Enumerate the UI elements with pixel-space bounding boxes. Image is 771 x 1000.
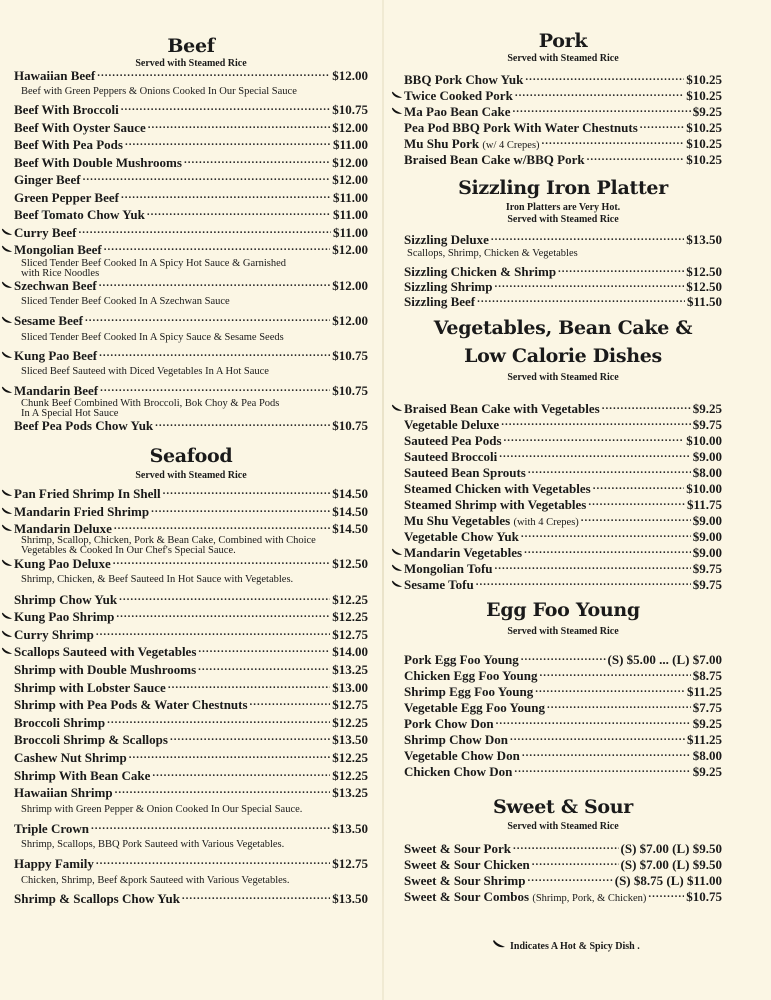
item-name: Triple Crown — [14, 821, 89, 836]
menu-item-broccoli-shrimp-scallops — [14, 731, 368, 749]
item-price: $11.00 — [332, 137, 368, 152]
item-name: Happy Family — [14, 856, 94, 871]
item-description: Beef with Green Peppers & Onions Cooked In Our Special Sauce — [21, 86, 297, 97]
leader-dots — [99, 347, 330, 360]
menu-item-shrimp-scallops-chow-yuk — [14, 890, 368, 908]
item-price: $9.00 — [692, 545, 722, 560]
leader-dots — [476, 576, 691, 589]
section-heading: Sizzling Iron Platter — [458, 177, 668, 199]
item-name: Hawaiian Shrimp — [14, 785, 113, 800]
section-heading: Egg Foo Young — [486, 599, 640, 621]
leader-dots — [198, 661, 330, 674]
leader-dots — [168, 679, 330, 692]
leader-dots — [648, 888, 684, 901]
menu-item-sesame-tofu — [404, 576, 722, 594]
item-name: Sauteed Broccoli — [404, 449, 498, 464]
item-note: (w/ 4 Crepes) — [482, 140, 540, 151]
item-note: (with 4 Crepes) — [513, 517, 579, 528]
item-name: Beef With Oyster Sauce — [14, 120, 146, 135]
leader-dots — [152, 767, 330, 780]
item-name: Broccoli Shrimp — [14, 715, 106, 730]
item-price: $9.75 — [692, 417, 722, 432]
section-heading: Pork — [538, 30, 588, 52]
leader-dots — [521, 651, 606, 664]
pepper-icon — [391, 564, 403, 573]
item-name: Sizzling Deluxe — [404, 232, 489, 247]
item-price: $13.50 — [332, 732, 368, 747]
item-name: Vegetable Deluxe — [404, 417, 500, 432]
menu-item-triple-crown — [14, 820, 368, 838]
leader-dots — [524, 544, 691, 557]
item-name: Shrimp Chow Don — [404, 732, 509, 747]
item-price: $12.25 — [332, 715, 368, 730]
item-price: $11.25 — [686, 732, 722, 747]
item-name: Pan Fried Shrimp In Shell — [14, 486, 161, 503]
item-price: $11.00 — [332, 190, 368, 205]
leader-dots — [100, 382, 330, 395]
item-price: $12.50 — [686, 279, 722, 294]
item-price: $9.00 — [692, 529, 722, 544]
item-description: Shrimp with Green Pepper & Onion Cooked In Our Special Sauce. — [21, 804, 303, 815]
item-name: Vegetable Chow Yuk — [404, 529, 519, 544]
item-name: Sweet & Sour Pork — [404, 841, 512, 856]
item-name: Steamed Chicken with Vegetables — [404, 481, 591, 496]
leader-dots — [542, 135, 685, 148]
item-price: $7.75 — [692, 700, 722, 715]
leader-dots — [114, 520, 330, 533]
section-heading: Beef — [167, 35, 215, 57]
leader-dots — [99, 277, 331, 290]
item-description: Shrimp, Chicken, & Beef Sauteed In Hot Sauce with Vegetables. — [21, 574, 294, 585]
item-description: with Rice Noodles — [21, 268, 100, 279]
item-name: Broccoli Shrimp & Scallops — [14, 732, 168, 747]
item-name: Mu Shu Vegetables (with 4 Crepes) — [404, 513, 579, 528]
leader-dots — [198, 643, 330, 656]
item-name: Pork Chow Don — [404, 716, 494, 731]
leader-dots — [495, 278, 685, 291]
leader-dots — [113, 555, 330, 568]
item-price: $10.75 — [686, 889, 722, 904]
leader-dots — [510, 731, 685, 744]
item-name: Braised Bean Cake w/BBQ Pork — [404, 152, 585, 167]
item-name: Shrimp with Double Mushrooms — [14, 662, 197, 677]
menu-item-beef-tomato-chow-yuk — [14, 206, 368, 224]
pepper-icon — [1, 351, 13, 360]
menu-item-cashew-nut-shrimp — [14, 749, 368, 767]
section-subtitle: Served with Steamed Rice — [507, 372, 619, 383]
item-name: Hawaiian Beef — [14, 68, 96, 83]
item-price: $10.25 — [686, 72, 722, 87]
item-price: (S) $7.00 (L) $9.50 — [620, 857, 722, 872]
item-name: Pea Pod BBQ Pork With Water Chestnuts — [404, 120, 638, 135]
item-description: Shrimp, Scallops, BBQ Pork Sauteed with Various Vegetables. — [21, 839, 285, 850]
item-name: Shrimp with Lobster Sauce — [14, 680, 166, 695]
leader-dots — [85, 312, 330, 325]
leader-dots — [513, 103, 691, 116]
menu-item-sizzling-deluxe — [404, 231, 722, 249]
menu-item-kung-pao-shrimp — [14, 608, 368, 626]
menu-item-shrimp-with-double-mushrooms — [14, 661, 368, 679]
leader-dots — [514, 763, 690, 776]
menu-item-beef-with-broccoli — [14, 101, 368, 119]
item-name: Beef Pea Pods Chow Yuk — [14, 418, 154, 433]
item-price: $12.25 — [332, 592, 368, 607]
item-name: Sauteed Pea Pods — [404, 433, 502, 448]
leader-dots — [96, 855, 330, 868]
pepper-icon — [492, 940, 506, 952]
pepper-icon — [391, 580, 403, 589]
item-price: $11.00 — [332, 225, 368, 240]
item-name: Shrimp With Bean Cake — [14, 768, 151, 783]
item-name: Vegetable Egg Foo Young — [404, 700, 545, 715]
item-description: Sliced Tender Beef Cooked In A Spicy Hot Sauce & Garnished — [21, 258, 287, 269]
leader-dots — [525, 71, 684, 84]
item-name: Green Pepper Beef — [14, 190, 119, 205]
item-price: $14.50 — [332, 486, 368, 501]
menu-item-szechwan-beef — [14, 277, 368, 295]
leader-dots — [250, 696, 331, 709]
leader-dots — [129, 749, 331, 762]
item-name: Sauteed Bean Sprouts — [404, 465, 526, 480]
menu-item-shrimp-with-pea-pods-water-chestnuts — [14, 696, 368, 714]
section-subtitle: Iron Platters are Very Hot. — [505, 202, 621, 213]
leader-dots — [532, 856, 619, 869]
pepper-icon — [391, 91, 403, 100]
leader-dots — [558, 263, 684, 276]
menu-item-braised-bean-cake-w-bbq-pork — [404, 151, 722, 169]
leader-dots — [528, 464, 691, 477]
leader-dots — [587, 151, 685, 164]
page-fold — [382, 0, 384, 1000]
menu-item-chicken-chow-don — [404, 763, 722, 781]
menu-item-shrimp-chow-yuk — [14, 591, 368, 609]
item-name: Chicken Chow Don — [404, 764, 513, 779]
pepper-icon — [1, 612, 13, 621]
item-price: $12.50 — [686, 264, 722, 279]
item-price: $9.00 — [692, 449, 722, 464]
leader-dots — [540, 667, 691, 680]
item-name: Beef With Pea Pods — [14, 137, 123, 152]
item-name: Sweet & Sour Chicken — [404, 857, 530, 872]
pepper-icon — [391, 107, 403, 116]
leader-dots — [148, 119, 330, 132]
item-name: Curry Shrimp — [14, 627, 94, 644]
pepper-icon — [1, 228, 13, 237]
item-price: $14.00 — [332, 644, 368, 659]
leader-dots — [602, 400, 691, 413]
item-price: $13.50 — [332, 821, 368, 836]
item-price: $13.00 — [332, 680, 368, 695]
pepper-icon — [1, 281, 13, 290]
leader-dots — [515, 87, 684, 100]
item-note: (Shrimp, Pork, & Chicken) — [532, 893, 647, 904]
menu-item-green-pepper-beef — [14, 189, 368, 207]
item-price: $10.75 — [332, 348, 368, 363]
pepper-icon — [1, 507, 13, 516]
item-name: Sizzling Chicken & Shrimp — [404, 264, 557, 279]
leader-dots — [116, 608, 330, 621]
pepper-icon — [1, 245, 13, 254]
section-heading: Vegetables, Bean Cake & — [433, 317, 693, 339]
item-name: Cashew Nut Shrimp — [14, 750, 127, 765]
item-description: Sliced Beef Sauteed with Diced Vegetables In A Hot Sauce — [21, 366, 269, 377]
menu-item-pan-fried-shrimp-in-shell — [14, 485, 368, 503]
menu-item-sweet-sour-combos — [404, 888, 722, 908]
menu-item-shrimp-with-bean-cake — [14, 767, 368, 785]
item-name: Ginger Beef — [14, 172, 81, 187]
item-price: $10.25 — [686, 120, 722, 135]
leader-dots — [170, 731, 330, 744]
leader-dots — [593, 480, 685, 493]
item-price: $14.50 — [332, 504, 368, 519]
menu-item-curry-shrimp — [14, 626, 368, 644]
item-price: $10.75 — [332, 102, 368, 117]
leader-dots — [477, 293, 685, 306]
leader-dots — [499, 448, 690, 461]
item-price: $10.25 — [686, 152, 722, 167]
leader-dots — [535, 683, 685, 696]
leader-dots — [147, 206, 331, 219]
item-description: Sliced Tender Beef Cooked In A Szechwan Sauce — [21, 296, 230, 307]
leader-dots — [495, 560, 691, 573]
item-description: Shrimp, Scallop, Chicken, Pork & Bean Cake, Combined with Choice — [21, 535, 316, 546]
pepper-icon — [1, 630, 13, 639]
item-description: Sliced Tender Beef Cooked In A Spicy Sauce & Sesame Seeds — [21, 332, 284, 343]
item-price: $12.00 — [332, 155, 368, 170]
leader-dots — [581, 512, 691, 525]
section-heading: Low Calorie Dishes — [464, 345, 662, 367]
pepper-icon — [1, 386, 13, 395]
item-price: $12.00 — [332, 172, 368, 187]
item-price: $12.50 — [332, 556, 368, 571]
item-name: Curry Beef — [14, 225, 76, 242]
menu-item-beef-pea-pods-chow-yuk — [14, 417, 368, 435]
pepper-icon — [1, 489, 13, 498]
item-name: Mandarin Beef — [14, 383, 98, 400]
item-price: $12.25 — [332, 750, 368, 765]
item-name: Sesame Beef — [14, 313, 83, 330]
item-price: $13.25 — [332, 662, 368, 677]
item-price: (S) $5.00 ... (L) $7.00 — [607, 652, 722, 667]
leader-dots — [97, 67, 330, 80]
leader-dots — [121, 189, 331, 202]
leader-dots — [121, 101, 331, 114]
item-price: $11.00 — [332, 207, 368, 222]
pepper-icon — [391, 548, 403, 557]
menu-item-sesame-beef — [14, 312, 368, 330]
item-price: $13.25 — [332, 785, 368, 800]
item-price: $12.75 — [332, 627, 368, 642]
section-subtitle: Served with Steamed Rice — [135, 470, 247, 481]
item-name: Shrimp with Pea Pods & Water Chestnuts — [14, 697, 248, 712]
item-name: Kung Pao Deluxe — [14, 556, 111, 573]
item-name: Mandarin Deluxe — [14, 521, 112, 538]
leader-dots — [491, 231, 684, 244]
menu-item-beef-with-double-mushrooms — [14, 154, 368, 172]
item-name: Shrimp & Scallops Chow Yuk — [14, 891, 180, 906]
menu-item-kung-pao-deluxe — [14, 555, 368, 573]
item-name: Braised Bean Cake with Vegetables — [404, 401, 600, 418]
legend-text: Indicates A Hot & Spicy Dish . — [510, 940, 640, 952]
item-price: $11.25 — [686, 684, 722, 699]
item-price: $12.00 — [332, 68, 368, 83]
item-price: $12.75 — [332, 856, 368, 871]
item-price: $12.25 — [332, 609, 368, 624]
item-name: Shrimp Egg Foo Young — [404, 684, 534, 699]
item-price: $10.75 — [332, 418, 368, 433]
item-name: Pork Egg Foo Young — [404, 652, 519, 667]
item-price: $12.00 — [332, 242, 368, 257]
item-name: Kung Pao Shrimp — [14, 609, 114, 626]
item-name: Chicken Egg Foo Young — [404, 668, 538, 683]
leader-dots — [83, 171, 331, 184]
menu-item-curry-beef — [14, 224, 368, 242]
item-name: Beef Tomato Chow Yuk — [14, 207, 145, 222]
item-name: Sesame Tofu — [404, 577, 474, 594]
item-price: $9.75 — [692, 577, 722, 592]
item-name: Shrimp Chow Yuk — [14, 592, 118, 607]
leader-dots — [501, 416, 691, 429]
item-name: Beef With Double Mushrooms — [14, 155, 182, 170]
section-subtitle: Served with Steamed Rice — [135, 58, 247, 69]
section-subtitle: Served with Steamed Rice — [507, 626, 619, 637]
leader-dots — [91, 820, 330, 833]
item-price: $10.25 — [686, 136, 722, 151]
item-name: Sweet & Sour Combos (Shrimp, Pork, & Chicken) — [404, 889, 647, 904]
leader-dots — [640, 119, 684, 132]
leader-dots — [125, 136, 331, 149]
item-price: $12.00 — [332, 313, 368, 328]
item-price: $9.25 — [692, 104, 722, 119]
item-name: Szechwan Beef — [14, 278, 97, 295]
menu-item-shrimp-with-lobster-sauce — [14, 679, 368, 697]
section-subtitle: Served with Steamed Rice — [507, 214, 619, 225]
menu-item-sizzling-beef — [404, 293, 722, 311]
item-description: Chunk Beef Combined With Broccoli, Bok Choy & Pea Pods — [21, 398, 280, 409]
item-description: Scallops, Shrimp, Chicken & Vegetables — [407, 248, 578, 259]
menu-item-ginger-beef — [14, 171, 368, 189]
menu-item-broccoli-shrimp — [14, 714, 368, 732]
item-description: In A Special Hot Sauce — [21, 408, 119, 419]
item-name: BBQ Pork Chow Yuk — [404, 72, 524, 87]
item-price: $11.75 — [686, 497, 722, 512]
leader-dots — [184, 154, 330, 167]
leader-dots — [96, 626, 330, 639]
item-name: Mandarin Vegetables — [404, 545, 522, 562]
item-price: $10.00 — [686, 481, 722, 496]
item-name: Sweet & Sour Shrimp — [404, 873, 526, 888]
item-price: (S) $8.75 (L) $11.00 — [614, 873, 722, 888]
item-price: $10.75 — [332, 383, 368, 398]
section-subtitle: Served with Steamed Rice — [507, 821, 619, 832]
leader-dots — [104, 241, 331, 254]
item-price: $11.50 — [686, 294, 722, 309]
menu-item-kung-pao-beef — [14, 347, 368, 365]
leader-dots — [163, 485, 331, 498]
item-name: Steamed Shrimp with Vegetables — [404, 497, 587, 512]
item-name: Twice Cooked Pork — [404, 88, 513, 105]
item-price: $12.00 — [332, 278, 368, 293]
item-price: $10.25 — [686, 88, 722, 103]
leader-dots — [504, 432, 685, 445]
menu-item-scallops-sauteed-with-vegetables — [14, 643, 368, 661]
item-name: Sizzling Beef — [404, 294, 476, 309]
section-heading: Sweet & Sour — [492, 796, 634, 818]
item-name: Sizzling Shrimp — [404, 279, 493, 294]
menu-item-mandarin-fried-shrimp — [14, 503, 368, 521]
leader-dots — [155, 417, 330, 430]
item-price: (S) $7.00 (L) $9.50 — [620, 841, 722, 856]
item-description: Vegetables & Cooked In Our Chef's Special Sauce. — [21, 545, 236, 556]
leader-dots — [522, 747, 691, 760]
leader-dots — [107, 714, 330, 727]
menu-item-mongolian-beef — [14, 241, 368, 259]
item-name: Mongolian Beef — [14, 242, 102, 259]
item-price: $9.00 — [692, 513, 722, 528]
leader-dots — [496, 715, 691, 728]
menu-item-hawaiian-beef — [14, 67, 368, 85]
item-price: $8.00 — [692, 748, 722, 763]
item-name: Kung Pao Beef — [14, 348, 97, 365]
item-price: $9.25 — [692, 401, 722, 416]
menu-item-beef-with-pea-pods — [14, 136, 368, 154]
menu-item-happy-family — [14, 855, 368, 873]
pepper-icon — [391, 404, 403, 413]
item-price: $8.75 — [692, 668, 722, 683]
menu-item-hawaiian-shrimp — [14, 784, 368, 802]
section-heading: Seafood — [149, 445, 233, 467]
menu-item-beef-with-oyster-sauce — [14, 119, 368, 137]
item-name: Ma Pao Bean Cake — [404, 104, 511, 121]
item-price: $13.50 — [686, 232, 722, 247]
item-name: Mandarin Fried Shrimp — [14, 504, 149, 521]
leader-dots — [513, 840, 619, 853]
item-description: Chicken, Shrimp, Beef &pork Sauteed with Various Vegetables. — [21, 875, 290, 886]
item-price: $10.00 — [686, 433, 722, 448]
pepper-icon — [1, 524, 13, 533]
item-name: Mongolian Tofu — [404, 561, 493, 578]
leader-dots — [521, 528, 691, 541]
pepper-icon — [1, 647, 13, 656]
pepper-icon — [1, 316, 13, 325]
item-price: $9.25 — [692, 716, 722, 731]
item-price: $8.00 — [692, 465, 722, 480]
section-subtitle: Served with Steamed Rice — [507, 53, 619, 64]
item-price: $12.75 — [332, 697, 368, 712]
hot-spicy-legend — [492, 940, 640, 952]
item-price: $13.50 — [332, 891, 368, 906]
leader-dots — [588, 496, 685, 509]
leader-dots — [119, 591, 330, 604]
item-name: Vegetable Chow Don — [404, 748, 520, 763]
leader-dots — [527, 872, 612, 885]
leader-dots — [115, 784, 331, 797]
item-name: Scallops Sauteed with Vegetables — [14, 644, 196, 661]
item-price: $12.00 — [332, 120, 368, 135]
item-price: $9.75 — [692, 561, 722, 576]
leader-dots — [182, 890, 330, 903]
item-price: $9.25 — [692, 764, 722, 779]
item-name: Mu Shu Pork (w/ 4 Crepes) — [404, 136, 540, 151]
item-price: $14.50 — [332, 521, 368, 536]
item-name: Beef With Broccoli — [14, 102, 119, 117]
leader-dots — [151, 503, 330, 516]
item-price: $12.25 — [332, 768, 368, 783]
leader-dots — [547, 699, 691, 712]
pepper-icon — [1, 559, 13, 568]
leader-dots — [78, 224, 331, 237]
